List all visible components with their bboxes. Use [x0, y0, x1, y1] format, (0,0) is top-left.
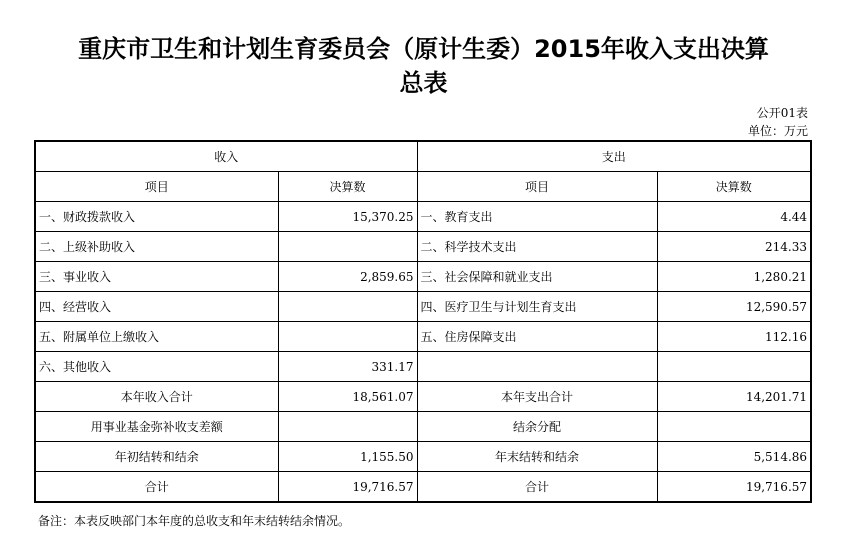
income-amount	[278, 232, 417, 262]
table-row	[35, 322, 811, 352]
income-amount	[278, 322, 417, 352]
surplus-distribution-label: 结余分配	[417, 412, 657, 442]
expense-amount-header: 决算数	[657, 172, 811, 202]
income-amount: 15,370.25	[278, 202, 417, 232]
expense-total-label: 本年支出合计	[417, 382, 657, 412]
expense-section-header: 支出	[417, 141, 811, 172]
income-item: 二、上级补助收入	[35, 232, 278, 262]
table-row	[35, 232, 811, 262]
report-title-line1: 重庆市卫生和计划生育委员会（原计生委）2015年收入支出决算	[78, 35, 769, 63]
income-item: 五、附属单位上缴收入	[35, 322, 278, 352]
expense-total-amount: 14,201.71	[657, 382, 811, 412]
section-header-row	[35, 141, 811, 172]
income-grand-total-label: 合计	[35, 472, 278, 503]
opening-balance-label: 年初结转和结余	[35, 442, 278, 472]
expense-item: 二、科学技术支出	[417, 232, 657, 262]
expense-grand-total-amount: 19,716.57	[657, 472, 811, 503]
income-amount: 2,859.65	[278, 262, 417, 292]
income-item-header: 项目	[35, 172, 278, 202]
summary-row	[35, 382, 811, 412]
expense-item-header: 项目	[417, 172, 657, 202]
income-amount	[278, 292, 417, 322]
report-title	[0, 32, 847, 100]
income-item: 一、财政拨款收入	[35, 202, 278, 232]
income-item: 三、事业收入	[35, 262, 278, 292]
unit-label: 单位：万元	[747, 124, 808, 138]
expense-grand-total-label: 合计	[417, 472, 657, 503]
opening-balance-amount: 1,155.50	[278, 442, 417, 472]
column-header-row	[35, 172, 811, 202]
fund-offset-amount	[278, 412, 417, 442]
surplus-distribution-amount	[657, 412, 811, 442]
summary-row	[35, 442, 811, 472]
expense-amount	[657, 352, 811, 382]
expense-item	[417, 352, 657, 382]
expense-amount: 1,280.21	[657, 262, 811, 292]
table-row	[35, 262, 811, 292]
table-row	[35, 292, 811, 322]
income-item: 六、其他收入	[35, 352, 278, 382]
income-expense-table	[34, 140, 812, 503]
expense-amount: 4.44	[657, 202, 811, 232]
summary-row	[35, 412, 811, 442]
footnote: 备注：本表反映部门本年度的总收支和年末结转结余情况。	[38, 514, 351, 528]
form-code: 公开01表	[756, 106, 808, 120]
closing-balance-label: 年末结转和结余	[417, 442, 657, 472]
income-amount-header: 决算数	[278, 172, 417, 202]
report-title-line2: 总表	[399, 69, 448, 97]
income-item: 四、经营收入	[35, 292, 278, 322]
expense-item: 四、医疗卫生与计划生育支出	[417, 292, 657, 322]
expense-item: 三、社会保障和就业支出	[417, 262, 657, 292]
income-total-amount: 18,561.07	[278, 382, 417, 412]
income-total-label: 本年收入合计	[35, 382, 278, 412]
expense-item: 五、住房保障支出	[417, 322, 657, 352]
income-amount: 331.17	[278, 352, 417, 382]
expense-amount: 12,590.57	[657, 292, 811, 322]
table-row	[35, 202, 811, 232]
income-section-header: 收入	[35, 141, 417, 172]
table-row	[35, 352, 811, 382]
closing-balance-amount: 5,514.86	[657, 442, 811, 472]
fund-offset-label: 用事业基金弥补收支差额	[35, 412, 278, 442]
income-grand-total-amount: 19,716.57	[278, 472, 417, 503]
grand-total-row	[35, 472, 811, 503]
expense-item: 一、教育支出	[417, 202, 657, 232]
expense-amount: 214.33	[657, 232, 811, 262]
expense-amount: 112.16	[657, 322, 811, 352]
